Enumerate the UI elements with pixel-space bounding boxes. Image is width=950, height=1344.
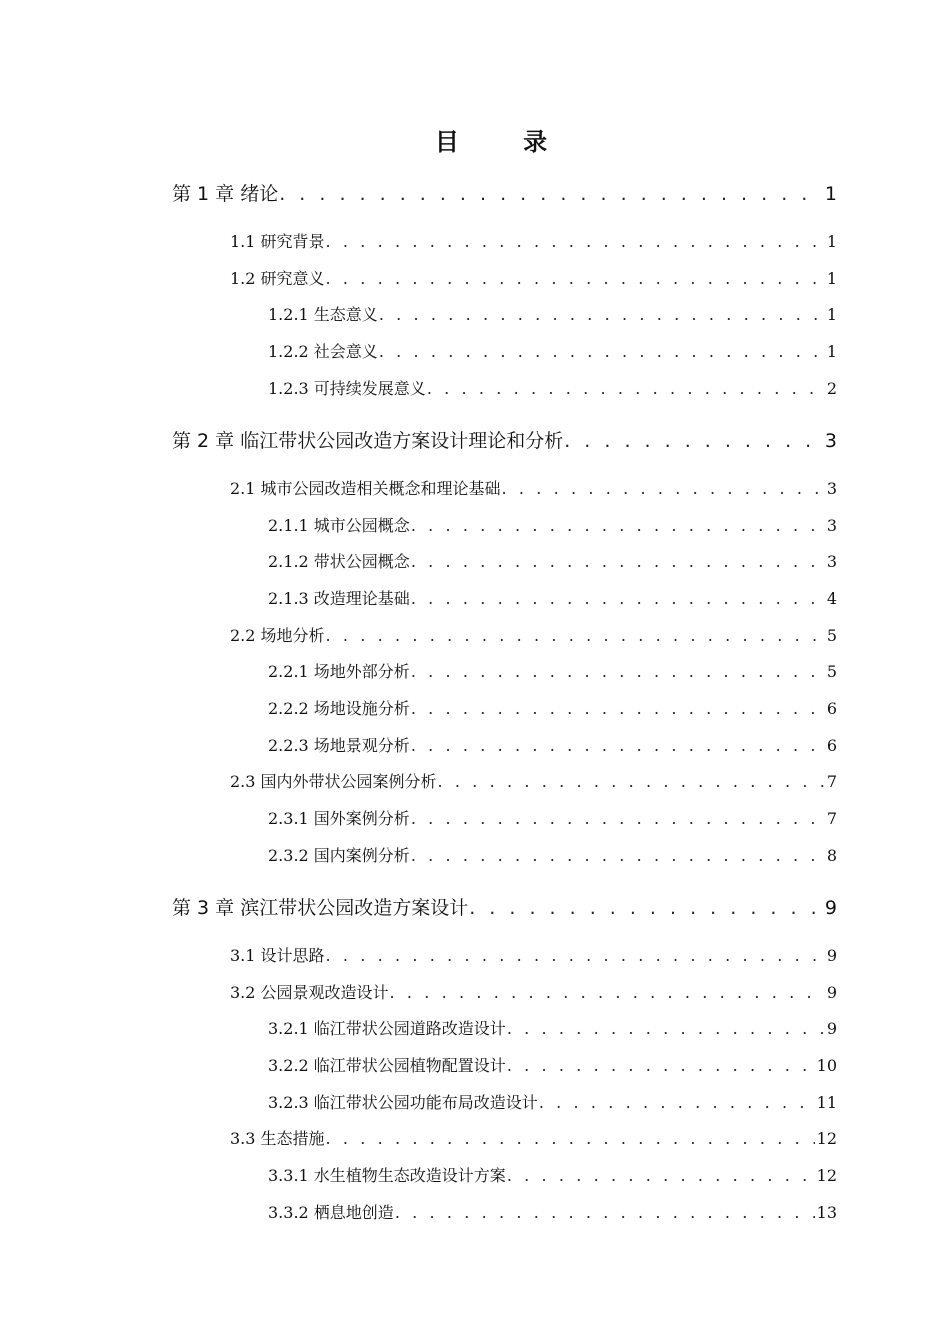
toc-page-number: 1 <box>826 232 837 251</box>
toc-entry-label: 2.2.3 场地景观分析 <box>268 735 410 755</box>
toc-section-entry[interactable] <box>230 266 837 289</box>
toc-page-number: 1 <box>826 342 837 362</box>
toc-entry-label: 1.1 研究背景 <box>230 232 325 251</box>
toc-dot-leader <box>411 846 825 865</box>
toc-page-number: 6 <box>826 735 837 755</box>
toc-subsection-entry[interactable] <box>268 1016 837 1039</box>
toc-subsection-entry[interactable] <box>268 843 837 866</box>
toc-page-number: 3 <box>826 515 837 535</box>
toc-dot-leader <box>326 626 825 645</box>
toc-subsection-entry[interactable] <box>268 339 837 362</box>
toc-chapter-entry[interactable] <box>172 893 837 920</box>
toc-entry-label: 3.2.3 临江带状公园功能布局改造设计 <box>268 1092 538 1112</box>
toc-page-number: 2 <box>826 378 837 398</box>
toc-entry-label: 2.3 国内外带状公园案例分析 <box>230 772 437 792</box>
toc-subsection-entry[interactable] <box>268 586 837 609</box>
toc-page-number: 7 <box>826 809 837 829</box>
toc-dot-leader <box>507 1056 815 1075</box>
toc-dot-leader <box>326 232 825 251</box>
toc-subsection-entry[interactable] <box>268 806 837 829</box>
toc-dot-leader <box>507 1166 815 1185</box>
toc-dot-leader <box>507 1019 825 1038</box>
toc-entry-label: 2.3.1 国外案例分析 <box>268 809 410 829</box>
toc-dot-leader <box>411 736 825 755</box>
toc-dot-leader <box>469 897 823 919</box>
toc-page-number: 6 <box>826 699 837 718</box>
toc-page-number: 12 <box>816 1166 837 1185</box>
toc-entry-label: 1.2.3 可持续发展意义 <box>268 378 426 398</box>
toc-dot-leader <box>395 1203 815 1222</box>
toc-entry-label: 2.3.2 国内案例分析 <box>268 845 410 865</box>
toc-subsection-entry[interactable] <box>268 733 837 756</box>
toc-dot-leader <box>502 479 825 498</box>
toc-page-number: 3 <box>824 429 837 452</box>
toc-page-number: 9 <box>826 982 837 1002</box>
toc-section-entry[interactable] <box>230 1126 837 1149</box>
toc-page-number: 1 <box>826 305 837 325</box>
toc-section-entry[interactable] <box>230 943 837 966</box>
toc-dot-leader <box>539 1093 815 1112</box>
toc-section-entry[interactable] <box>230 476 837 499</box>
toc-page-number: 4 <box>826 588 837 608</box>
toc-section-entry[interactable] <box>230 229 837 252</box>
toc-entry-label: 3.1 设计思路 <box>230 945 325 965</box>
toc-subsection-entry[interactable] <box>268 1200 837 1223</box>
toc-dot-leader <box>326 1129 815 1148</box>
toc-dot-leader <box>411 699 825 718</box>
toc-entry-label: 2.1.2 带状公园概念 <box>268 552 410 572</box>
toc-section-entry[interactable] <box>230 623 837 646</box>
toc-dot-leader <box>279 183 823 205</box>
toc-page-number: 5 <box>826 625 837 645</box>
toc-entry-label: 第 3 章 滨江带状公园改造方案设计 <box>172 896 469 919</box>
toc-entry-label: 3.2.2 临江带状公园植物配置设计 <box>268 1055 506 1075</box>
toc-subsection-entry[interactable] <box>268 513 837 536</box>
toc-entry-label: 3.3.1 水生植物生态改造设计方案 <box>268 1166 506 1185</box>
toc-dot-leader <box>438 772 825 791</box>
toc-entry-label: 3.3.2 栖息地创造 <box>268 1202 394 1222</box>
toc-dot-leader <box>411 809 825 828</box>
toc-page-number: 5 <box>826 662 837 682</box>
toc-entry-label: 2.2.1 场地外部分析 <box>268 662 410 682</box>
toc-dot-leader <box>427 379 825 398</box>
toc-chapter-entry[interactable] <box>172 179 837 206</box>
toc-title: 目 录 <box>434 128 576 156</box>
toc-entry-label: 2.1 城市公园改造相关概念和理论基础 <box>230 478 501 498</box>
toc-page-number: 11 <box>816 1092 837 1112</box>
toc-page-number: 12 <box>816 1129 837 1149</box>
toc-section-entry[interactable] <box>230 980 837 1003</box>
toc-page-number: 3 <box>826 552 837 572</box>
toc-chapter-entry[interactable] <box>172 426 837 453</box>
toc-page-number: 1 <box>826 268 837 288</box>
toc-subsection-entry[interactable] <box>268 549 837 572</box>
toc-entry-label: 1.2.2 社会意义 <box>268 342 378 362</box>
toc-subsection-entry[interactable] <box>268 1053 837 1076</box>
toc-dot-leader <box>411 552 825 571</box>
toc-dot-leader <box>379 342 825 361</box>
toc-subsection-entry[interactable] <box>268 1090 837 1113</box>
toc-dot-leader <box>326 946 825 965</box>
toc-dot-leader <box>411 516 825 535</box>
toc-page-number: 13 <box>816 1202 837 1222</box>
toc-entry-label: 第 2 章 临江带状公园改造方案设计理论和分析 <box>172 429 564 452</box>
toc-entry-label: 第 1 章 绪论 <box>172 183 279 205</box>
toc-dot-leader <box>411 589 825 608</box>
toc-page-number: 1 <box>824 183 837 205</box>
toc-subsection-entry[interactable] <box>268 302 837 325</box>
toc-entry-label: 3.3 生态措施 <box>230 1129 325 1149</box>
toc-dot-leader <box>411 662 825 681</box>
toc-subsection-entry[interactable] <box>268 696 837 719</box>
toc-entry-label: 1.2 研究意义 <box>230 268 325 288</box>
toc-entry-label: 2.2.2 场地设施分析 <box>268 699 410 718</box>
toc-page-number: 9 <box>826 945 837 965</box>
toc-subsection-entry[interactable] <box>268 376 837 399</box>
toc-dot-leader <box>379 305 825 324</box>
toc-section-entry[interactable] <box>230 769 837 792</box>
toc-entry-label: 3.2 公园景观改造设计 <box>230 982 389 1002</box>
toc-page-number: 10 <box>816 1055 837 1075</box>
toc-subsection-entry[interactable] <box>268 1163 837 1186</box>
toc-page-number: 3 <box>826 478 837 498</box>
toc-dot-leader <box>564 430 823 452</box>
toc-entry-label: 2.1.1 城市公园概念 <box>268 515 410 535</box>
toc-subsection-entry[interactable] <box>268 659 837 682</box>
toc-page-number: 9 <box>826 1019 837 1039</box>
toc-dot-leader <box>390 983 825 1002</box>
toc-page-number: 9 <box>824 896 837 919</box>
toc-entry-label: 1.2.1 生态意义 <box>268 305 378 325</box>
toc-page-number: 8 <box>826 845 837 865</box>
toc-entry-label: 2.2 场地分析 <box>230 625 325 645</box>
toc-page-number: 7 <box>826 772 837 792</box>
toc-entry-label: 3.2.1 临江带状公园道路改造设计 <box>268 1019 506 1039</box>
toc-dot-leader <box>326 269 825 288</box>
toc-entry-label: 2.1.3 改造理论基础 <box>268 588 410 608</box>
